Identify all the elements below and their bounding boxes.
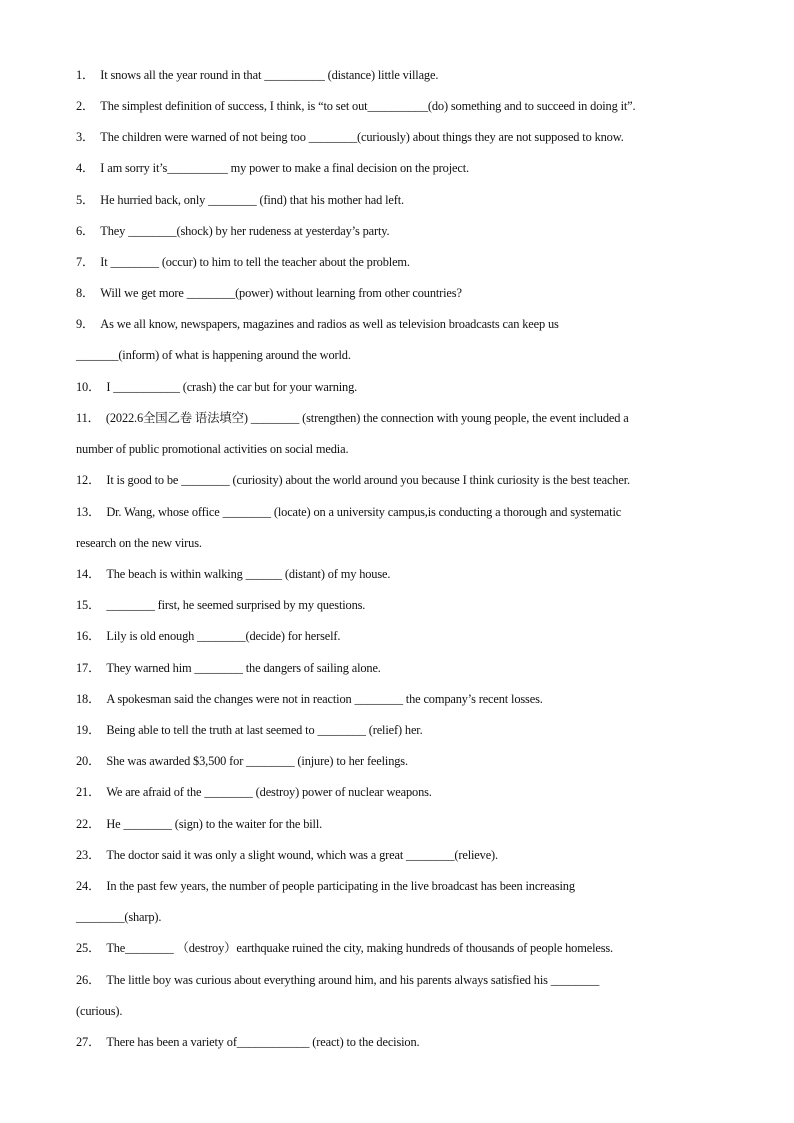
question-number: 12． [76, 473, 101, 487]
question-text: I ___________ (crash) the car but for your warning. [106, 380, 358, 394]
question-item [76, 60, 726, 91]
question-item [76, 153, 726, 184]
question-line [76, 1027, 726, 1058]
question-item [76, 871, 726, 933]
question-line [76, 465, 726, 496]
question-line [76, 653, 726, 684]
question-number: 21． [76, 785, 101, 799]
question-text: He hurried back, only ________ (find) that his mother had left. [100, 193, 404, 207]
question-item [76, 278, 726, 309]
question-item [76, 559, 726, 590]
question-text: Dr. Wang, whose office ________ (locate) on a university campus,is conducting a thorough and systematic [106, 505, 622, 519]
question-number: 14． [76, 567, 101, 581]
question-number: 27． [76, 1035, 101, 1049]
question-number: 16． [76, 629, 101, 643]
question-line [76, 403, 726, 434]
question-item [76, 309, 726, 371]
question-number: 1． [76, 68, 95, 82]
question-item [76, 122, 726, 153]
question-number: 2． [76, 99, 95, 113]
question-item [76, 777, 726, 808]
question-number: 15． [76, 598, 101, 612]
question-text: The children were warned of not being too ________(curiously) about things they are not supposed to know. [100, 130, 624, 144]
question-text: In the past few years, the number of people participating in the live broadcast has been increasing [106, 879, 575, 893]
question-item [76, 590, 726, 621]
question-line [76, 684, 726, 715]
question-number: 9． [76, 317, 95, 331]
question-line [76, 715, 726, 746]
question-text: It is good to be ________ (curiosity) about the world around you because I think curiosity is the best teacher. [106, 473, 630, 487]
question-item [76, 809, 726, 840]
question-line [76, 247, 726, 278]
question-text: Will we get more ________(power) without learning from other countries? [100, 286, 462, 300]
question-text: ________ first, he seemed surprised by my questions. [106, 598, 366, 612]
question-item [76, 840, 726, 871]
question-text: There has been a variety of____________ (react) to the decision. [106, 1035, 420, 1049]
question-number: 7． [76, 255, 95, 269]
question-text: I am sorry it’s__________ my power to make a final decision on the project. [100, 161, 469, 175]
question-text: They ________(shock) by her rudeness at yesterday’s party. [100, 224, 390, 238]
question-text: Lily is old enough ________(decide) for herself. [106, 629, 341, 643]
question-line [76, 902, 726, 933]
question-line [76, 60, 726, 91]
question-line [76, 590, 726, 621]
question-item [76, 1027, 726, 1058]
question-text: She was awarded $3,500 for ________ (injure) to her feelings. [106, 754, 408, 768]
question-text: It snows all the year round in that __________ (distance) little village. [100, 68, 439, 82]
question-number: 8． [76, 286, 95, 300]
question-text: research on the new virus. [76, 536, 202, 550]
question-number: 6． [76, 224, 95, 238]
question-item [76, 372, 726, 403]
question-item [76, 621, 726, 652]
question-text: _______(inform) of what is happening around the world. [76, 348, 351, 362]
question-line [76, 746, 726, 777]
question-line [76, 122, 726, 153]
question-number: 25． [76, 941, 101, 955]
question-item [76, 465, 726, 496]
question-item [76, 746, 726, 777]
question-line [76, 216, 726, 247]
question-text: number of public promotional activities on social media. [76, 442, 349, 456]
question-line [76, 559, 726, 590]
question-number: 18． [76, 692, 101, 706]
question-line [76, 372, 726, 403]
question-text: Being able to tell the truth at last seemed to ________ (relief) her. [106, 723, 423, 737]
question-item [76, 185, 726, 216]
question-number: 13． [76, 505, 101, 519]
question-number: 10． [76, 380, 101, 394]
question-line [76, 809, 726, 840]
question-number: 23． [76, 848, 101, 862]
question-item [76, 684, 726, 715]
question-line [76, 996, 726, 1027]
question-number: 11． [76, 411, 100, 425]
question-number: 4． [76, 161, 95, 175]
question-text: He ________ (sign) to the waiter for the bill. [106, 817, 323, 831]
question-line [76, 528, 726, 559]
question-line [76, 777, 726, 808]
question-line [76, 340, 726, 371]
question-text: ________(sharp). [76, 910, 162, 924]
question-item [76, 965, 726, 1027]
question-number: 3． [76, 130, 95, 144]
question-number: 5． [76, 193, 95, 207]
question-item [76, 91, 726, 122]
question-item [76, 715, 726, 746]
question-line [76, 871, 726, 902]
question-line [76, 185, 726, 216]
question-line [76, 497, 726, 528]
question-number: 24． [76, 879, 101, 893]
question-line [76, 965, 726, 996]
question-text: They warned him ________ the dangers of sailing alone. [106, 661, 381, 675]
question-item [76, 403, 726, 465]
question-number: 20． [76, 754, 101, 768]
question-line [76, 840, 726, 871]
question-line [76, 309, 726, 340]
question-item [76, 653, 726, 684]
question-number: 22． [76, 817, 101, 831]
question-text: (curious). [76, 1004, 123, 1018]
question-number: 17． [76, 661, 101, 675]
question-text: (2022.6全国乙卷 语法填空) ________ (strengthen) the connection with young people, the event included a [105, 411, 629, 425]
question-number: 19． [76, 723, 101, 737]
question-line [76, 933, 726, 964]
question-line [76, 434, 726, 465]
question-text: The simplest definition of success, I think, is “to set out__________(do) something and to succeed in doing it”. [100, 99, 636, 113]
question-text: The doctor said it was only a slight wound, which was a great ________(relieve). [106, 848, 498, 862]
question-line [76, 91, 726, 122]
question-line [76, 153, 726, 184]
question-text: We are afraid of the ________ (destroy) power of nuclear weapons. [106, 785, 432, 799]
question-text: The________ （destroy）earthquake ruined the city, making hundreds of thousands of people homeless. [106, 941, 613, 955]
question-line [76, 621, 726, 652]
question-text: A spokesman said the changes were not in reaction ________ the company’s recent losses. [106, 692, 543, 706]
question-text: The beach is within walking ______ (distant) of my house. [106, 567, 391, 581]
question-line [76, 278, 726, 309]
question-number: 26． [76, 973, 101, 987]
question-item [76, 247, 726, 278]
question-text: The little boy was curious about everything around him, and his parents always satisfied his ________ [106, 973, 600, 987]
question-item [76, 216, 726, 247]
question-text: As we all know, newspapers, magazines and radios as well as television broadcasts can keep us [100, 317, 559, 331]
question-item [76, 933, 726, 964]
question-item [76, 497, 726, 559]
question-text: It ________ (occur) to him to tell the teacher about the problem. [100, 255, 410, 269]
